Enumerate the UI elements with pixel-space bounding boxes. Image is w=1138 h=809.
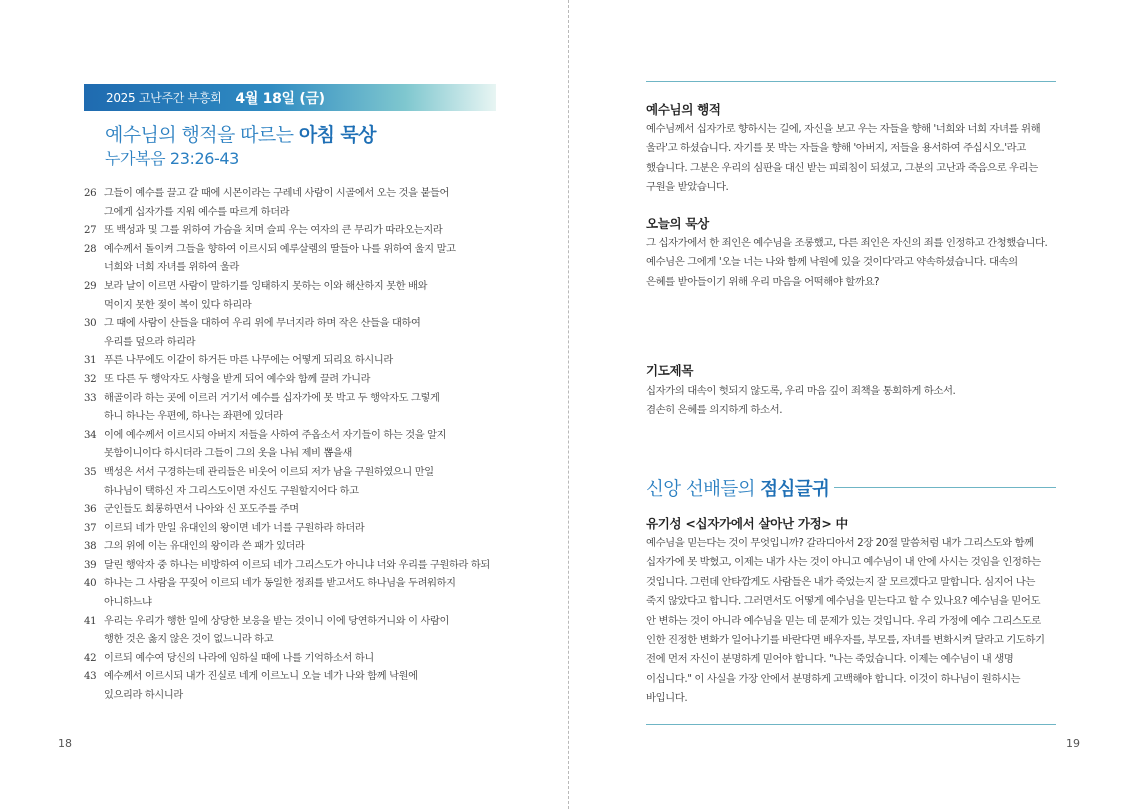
book-spine [568,0,569,809]
lunch-quote-heading-bold: 점심글귀 [760,479,830,500]
verse-text [104,185,504,222]
verse-number: 42 [84,652,97,664]
verse-item [84,371,504,390]
verse-item [84,390,504,427]
verse-line: 못함이니이다 하시더라 그들이 그의 옷을 나눠 제비 뽑을새 [104,448,353,460]
section-body-prayer [646,382,1062,421]
verse-line: 그의 위에 이는 유대인의 왕이라 쓴 패가 있더라 [104,541,305,553]
section-body-quote [646,534,1062,709]
verse-text [104,575,504,612]
paragraph-line: 십자가에 못 박혔고, 이제는 내가 사는 것이 아니고 예수님이 내 안에 사시는 것임을 인정하는 [646,556,1041,569]
verse-line: 이에 예수께서 이르시되 아버지 저들을 사하여 주옵소서 자기들이 하는 것을 알지 [104,429,447,441]
paragraph-line: 인한 진정한 변화가 일어나기를 바란다면 배우자를, 부모를, 자녀를 변화시켜 달라고 기도하기 [646,634,1045,647]
verse-line: 그 때에 사람이 산들을 대하여 우리 위에 무너지라 하며 작은 산들을 대하여 [104,318,421,330]
verse-line: 달린 행악자 중 하나는 비방하여 이르되 네가 그리스도가 아니냐 너와 우리를 구원하라 하되 [104,559,490,571]
section-title-quote-source: 유기성 <십자가에서 살아난 가정> 中 [646,516,848,531]
verse-text [104,241,504,278]
verse-line: 또 백성과 및 그를 위하여 가슴을 치며 슬피 우는 여자의 큰 무리가 따라오는지라 [104,225,443,237]
verse-item [84,464,504,501]
verse-text [104,371,504,390]
verse-text [104,520,504,539]
section-title-prayer: 기도제목 [646,363,694,378]
verse-number: 33 [84,392,97,404]
verse-number: 29 [84,280,97,292]
verse-line: 보라 날이 이르면 사람이 말하기를 잉태하지 못하는 이와 해산하지 못한 배와 [104,280,428,292]
section-body-deeds [646,120,1062,198]
verse-text [104,650,504,669]
paragraph-line: 구원을 받았습니다. [646,181,729,194]
paragraph-line: 그 십자가에서 한 죄인은 예수님을 조롱했고, 다른 죄인은 자신의 죄를 인정하고 간청했습니다. [646,237,1048,249]
verse-number: 30 [84,318,97,330]
verse-line: 예수께서 돌이켜 그들을 향하여 이르시되 예루살렘의 딸들아 나를 위하여 울지 말고 [104,243,456,255]
verse-line: 하나님이 택하신 자 그리스도이면 자신도 구원할지어다 하고 [104,485,359,497]
verse-line: 먹이지 못한 젖이 복이 있다 하리라 [104,299,252,311]
verse-line: 해골이라 하는 곳에 이르러 거기서 예수를 십자가에 못 박고 두 행악자도 그렇게 [104,392,440,404]
verse-text [104,668,504,705]
verse-number: 39 [84,559,97,571]
verse-item [84,520,504,539]
verse-number: 28 [84,243,97,255]
scripture-reference: 누가복음 23:26-43 [105,149,239,168]
heading-divider [834,487,1056,488]
lunch-quote-heading-normal: 신앙 선배들의 [646,479,761,500]
verse-line: 푸른 나무에도 이같이 하거든 마른 나무에는 어떻게 되리요 하시니라 [104,355,393,367]
bottom-divider [646,724,1056,725]
verse-text [104,315,504,352]
series-label: 2025 고난주간 부흥회 [106,91,222,105]
verse-line: 우리를 덮으라 하리라 [104,336,196,348]
verse-text [104,501,504,520]
verse-text [104,352,504,371]
verse-number: 41 [84,615,97,627]
verse-line: 있으리라 하시니라 [104,690,183,702]
paragraph-line: 예수님은 그에게 '오늘 너는 나와 함께 낙원에 있을 것이다'라고 약속하셨습니다. 대속의 [646,256,1018,269]
verse-text [104,538,504,557]
paragraph-line: 울라'고 하셨습니다. 자기를 못 박는 자들을 향해 '아버지, 저들을 용서하여 주십시오.'라고 [646,142,1026,155]
verse-line: 그들이 예수를 끌고 갈 때에 시몬이라는 구레네 사람이 시골에서 오는 것을 붙들어 [104,188,449,199]
verse-number: 35 [84,466,97,478]
verse-text [104,613,504,650]
verse-line: 군인들도 희롱하면서 나아와 신 포도주를 주며 [104,504,299,516]
lunch-quote-heading [646,475,829,501]
verse-number: 43 [84,671,97,683]
verse-number: 32 [84,373,97,385]
paragraph-line: 죽지 않았다고 합니다. 그러면서도 어떻게 예수님을 믿는다고 할 수 있나요? 예수님을 믿어도 [646,595,1041,608]
verse-item [84,315,504,352]
top-divider [646,81,1056,82]
verse-text [104,557,504,576]
verse-item [84,613,504,650]
paragraph-line: 이십니다." 이 사실을 가장 안에서 분명하게 고백해야 합니다. 이것이 하나님이 원하시는 [646,672,1021,685]
paragraph-line: 예수님을 믿는다는 것이 무엇입니까? 갈라디아서 2장 20절 말씀처럼 내가 그리스도와 함께 [646,537,1034,549]
page-title-bold: 아침 묵상 [298,124,376,146]
page-number-right: 19 [1066,737,1080,750]
verse-number: 36 [84,504,97,516]
verse-item [84,427,504,464]
verse-line: 그에게 십자가를 지워 예수를 따르게 하더라 [104,206,290,218]
verse-item [84,222,504,241]
section-body-meditation [646,234,1062,292]
verse-item [84,650,504,669]
verse-item [84,668,504,705]
verse-number: 34 [84,429,97,441]
verse-number: 26 [84,188,97,199]
verse-item [84,538,504,557]
verse-line: 아니하느냐 [104,597,152,609]
verse-line: 또 다른 두 행악자도 사형을 받게 되어 예수와 함께 끌려 가니라 [104,373,371,385]
verse-item [84,278,504,315]
verse-line: 백성은 서서 구경하는데 관리들은 비웃어 이르되 저가 남을 구원하였으니 만일 [104,466,434,478]
verse-number: 37 [84,522,97,534]
verse-line: 하니 하나는 우편에, 하나는 좌편에 있더라 [104,411,283,423]
verse-line: 행한 것은 옳지 않은 것이 없느니라 하고 [104,634,274,646]
verse-item [84,501,504,520]
verse-text [104,222,504,241]
verse-item [84,557,504,576]
verse-number: 31 [84,355,97,367]
date-banner [84,84,496,111]
verse-line: 이르되 네가 만일 유대인의 왕이면 네가 너를 구원하라 하더라 [104,522,365,534]
verse-item [84,575,504,612]
verse-line: 너희와 너희 자녀를 위하여 울라 [104,262,239,274]
date-label: 4월 18일 (금) [235,90,325,107]
verse-text [104,464,504,501]
verse-line: 이르되 예수여 당신의 나라에 임하실 때에 나를 기억하소서 하니 [104,652,374,664]
paragraph-line: 했습니다. 그분은 우리의 심판을 대신 받는 피뢰침이 되셨고, 그분의 고난과 죽음으로 우리는 [646,161,1038,174]
verse-line: 예수께서 이르시되 내가 진실로 네게 이르노니 오늘 네가 나와 함께 낙원에 [104,671,418,683]
verse-text [104,390,504,427]
verse-item [84,352,504,371]
verse-item [84,241,504,278]
page-title-normal: 예수님의 행적을 따르는 [105,124,299,146]
verse-line: 우리는 우리가 행한 일에 상당한 보응을 받는 것이니 이에 당연하거니와 이 사람이 [104,615,449,627]
section-title-meditation: 오늘의 묵상 [646,216,709,231]
paragraph-line: 은혜를 받아들이기 위해 우리 마음을 어떡해야 할까요? [646,275,880,288]
verse-list [84,185,504,706]
section-title-deeds: 예수님의 행적 [646,102,721,117]
paragraph-line: 바입니다. [646,692,688,705]
paragraph-line: 십자가의 대속이 헛되지 않도록, 우리 마음 깊이 죄책을 통회하게 하소서. [646,385,956,397]
verse-text [104,278,504,315]
verse-number: 38 [84,541,97,553]
paragraph-line: 전에 먼저 자신이 분명하게 믿어야 합니다. "나는 죽었습니다. 이제는 예수님이 내 생명 [646,653,1014,666]
paragraph-line: 것입니다. 그런데 안타깝게도 사람들은 내가 죽었는지 잘 모르겠다고 말합니다. 심지어 나는 [646,575,1035,588]
verse-text [104,427,504,464]
verse-item [84,185,504,222]
verse-line: 하나는 그 사람을 꾸짖어 이르되 네가 동일한 정죄를 받고서도 하나님을 두려워하지 [104,578,456,590]
page-title [105,120,376,147]
verse-number: 40 [84,578,97,590]
page-number-left: 18 [58,737,72,750]
verse-number: 27 [84,225,97,237]
paragraph-line: 안 변하는 것이 아니라 예수님을 믿는 데 문제가 있는 것입니다. 우리 가정에 예수 그리스도로 [646,614,1041,627]
paragraph-line: 예수님께서 십자가로 향하시는 길에, 자신을 보고 우는 자들을 향해 '너희와 너희 자녀를 위해 [646,123,1041,135]
paragraph-line: 겸손히 은혜를 의지하게 하소서. [646,404,783,417]
